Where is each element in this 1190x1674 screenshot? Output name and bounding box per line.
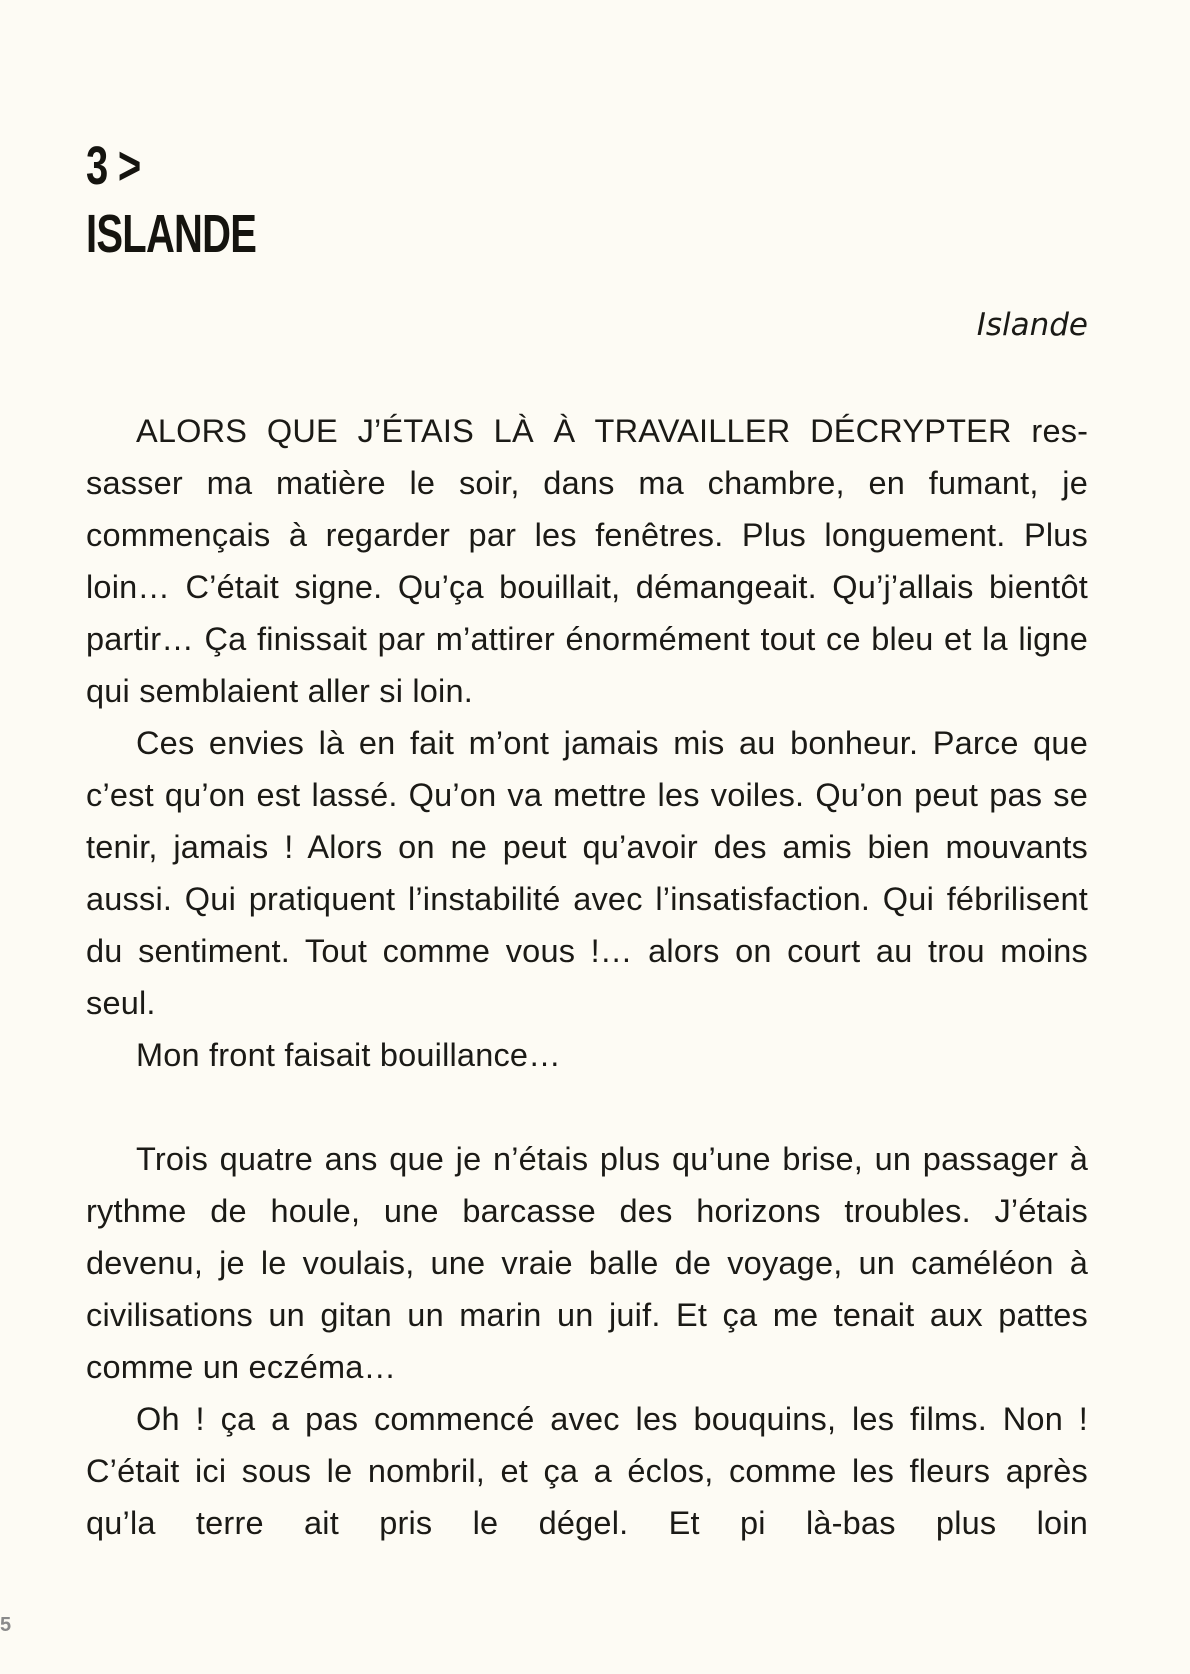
epigraph: Islande <box>976 307 1088 343</box>
page-number: 5 <box>0 1614 12 1636</box>
paragraph: Mon front faisait bouillance… <box>136 1037 561 1073</box>
paragraph: Trois quatre ans que je n’étais plus qu’une brise, un passager à rythme de houle, une barcasse des horizons troubles. J’étais devenu, je le voulais, une vraie balle de voyage, un caméléon à civilisations un gitan un marin un juif. Et ça me tenait aux pattes comme un eczéma… <box>86 1141 1088 1385</box>
paragraph: Ces envies là en fait m’ont jamais mis au bonheur. Parce que c’est qu’on est lassé. Qu’on va mettre les voiles. Qu’on peut pas se tenir, jamais ! Alors on ne peut qu’avoir des amis bien mouvants aussi. Qui pratiquent l’instabilité avec l’insatisfaction. Qui fébrilisent du sentiment. Tout comme vous !… alors on court au trou moins seul. <box>86 725 1088 1021</box>
body-text <box>86 405 1088 1549</box>
paragraph: ALORS QUE J’ÉTAIS LÀ À TRAVAILLER DÉCRYPTER ressasser ma matière le soir, dans ma chambre, en fumant, je commençais à regarder par les fenêtres. Plus longuement. Plus loin… C’était signe. Qu’ça bouillait, démangeait. Qu’j’allais bientôt partir… Ça finissait par m’attirer énormément tout ce bleu et la ligne qui semblaient aller si loin. <box>86 413 1088 709</box>
chapter-number: 3 > <box>86 136 141 196</box>
chapter-heading <box>86 132 256 268</box>
chapter-title: ISLANDE <box>86 204 257 264</box>
paragraph: Oh ! ça a pas commencé avec les bouquins, les films. Non ! C’était ici sous le nombril, et ça a éclos, comme les fleurs après qu’la terre ait pris le dégel. Et pi là-bas plus loin <box>86 1401 1088 1541</box>
